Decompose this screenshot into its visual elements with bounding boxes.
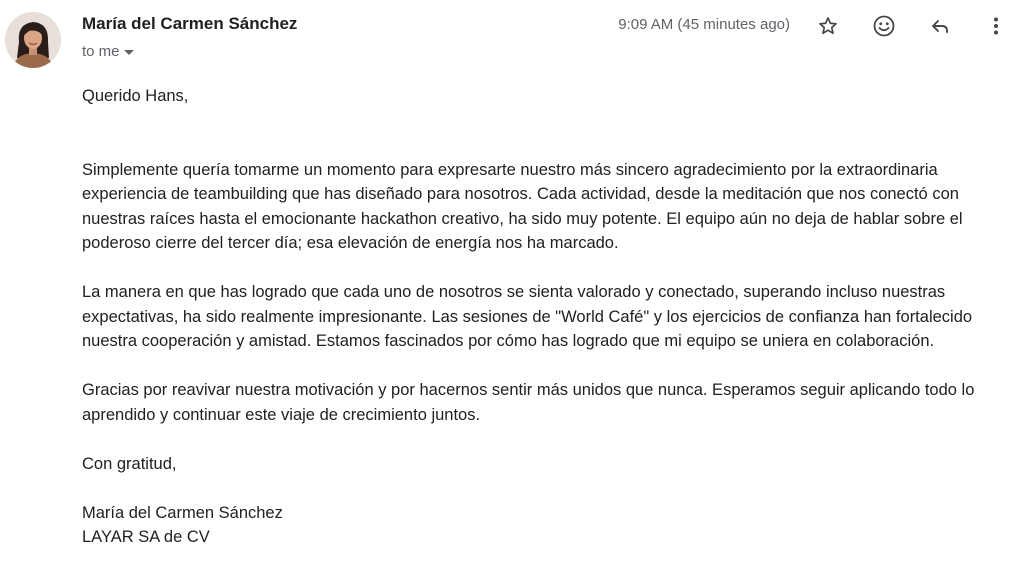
chevron-down-icon <box>124 50 134 55</box>
sender-name: María del Carmen Sánchez <box>82 14 298 33</box>
sender-avatar[interactable] <box>5 12 61 68</box>
signature-company: LAYAR SA de CV <box>82 528 210 546</box>
email-paragraph: Simplemente quería tomarme un momento para expresarte nuestro más sincero agradecimiento por la extraordinaria experiencia de teambuilding que has diseñado para nosotros. Cada actividad, desde la meditación que nos conectó con nuestras raíces hasta el emocionante hackathon creativo, ha sido muy potente. El equipo aún no deja de hablar sobre el poderoso cierre del tercer día; esa elevación de energía nos ha marcado. <box>82 160 963 252</box>
more-vert-icon <box>984 14 1008 38</box>
recipient-dropdown[interactable] <box>82 43 134 60</box>
recipient-label: to me <box>82 43 120 60</box>
email-greeting: Querido Hans, <box>82 87 189 105</box>
reply-button[interactable] <box>922 10 958 42</box>
email-body <box>82 84 1018 550</box>
email-closing: Con gratitud, <box>82 454 177 473</box>
emoji-reaction-button[interactable] <box>866 10 902 42</box>
email-paragraph: Gracias por reavivar nuestra motivación y por hacernos sentir más unidos que nunca. Esperamos seguir aplicando todo lo aprendido y continuar este viaje de crecimiento juntos. <box>82 381 975 424</box>
more-options-button[interactable] <box>978 10 1014 42</box>
signature-name: María del Carmen Sánchez <box>82 503 283 522</box>
email-timestamp: 9:09 AM (45 minutes ago) <box>618 16 790 33</box>
reply-icon <box>928 14 952 38</box>
emoji-icon <box>872 14 896 38</box>
star-button[interactable] <box>810 10 846 42</box>
message-actions <box>810 10 1014 42</box>
email-paragraph: La manera en que has logrado que cada uno de nosotros se sienta valorado y conectado, superando incluso nuestras expectativas, ha sido realmente impresionante. Las sesiones de "World Café" y los ejercicios de confianza han fortalecido nuestra cooperación y amistad. Estamos fascinados por cómo has logrado que mi equipo se uniera en colaboración. <box>82 283 973 350</box>
avatar-photo <box>5 12 61 68</box>
star-icon <box>817 15 839 37</box>
